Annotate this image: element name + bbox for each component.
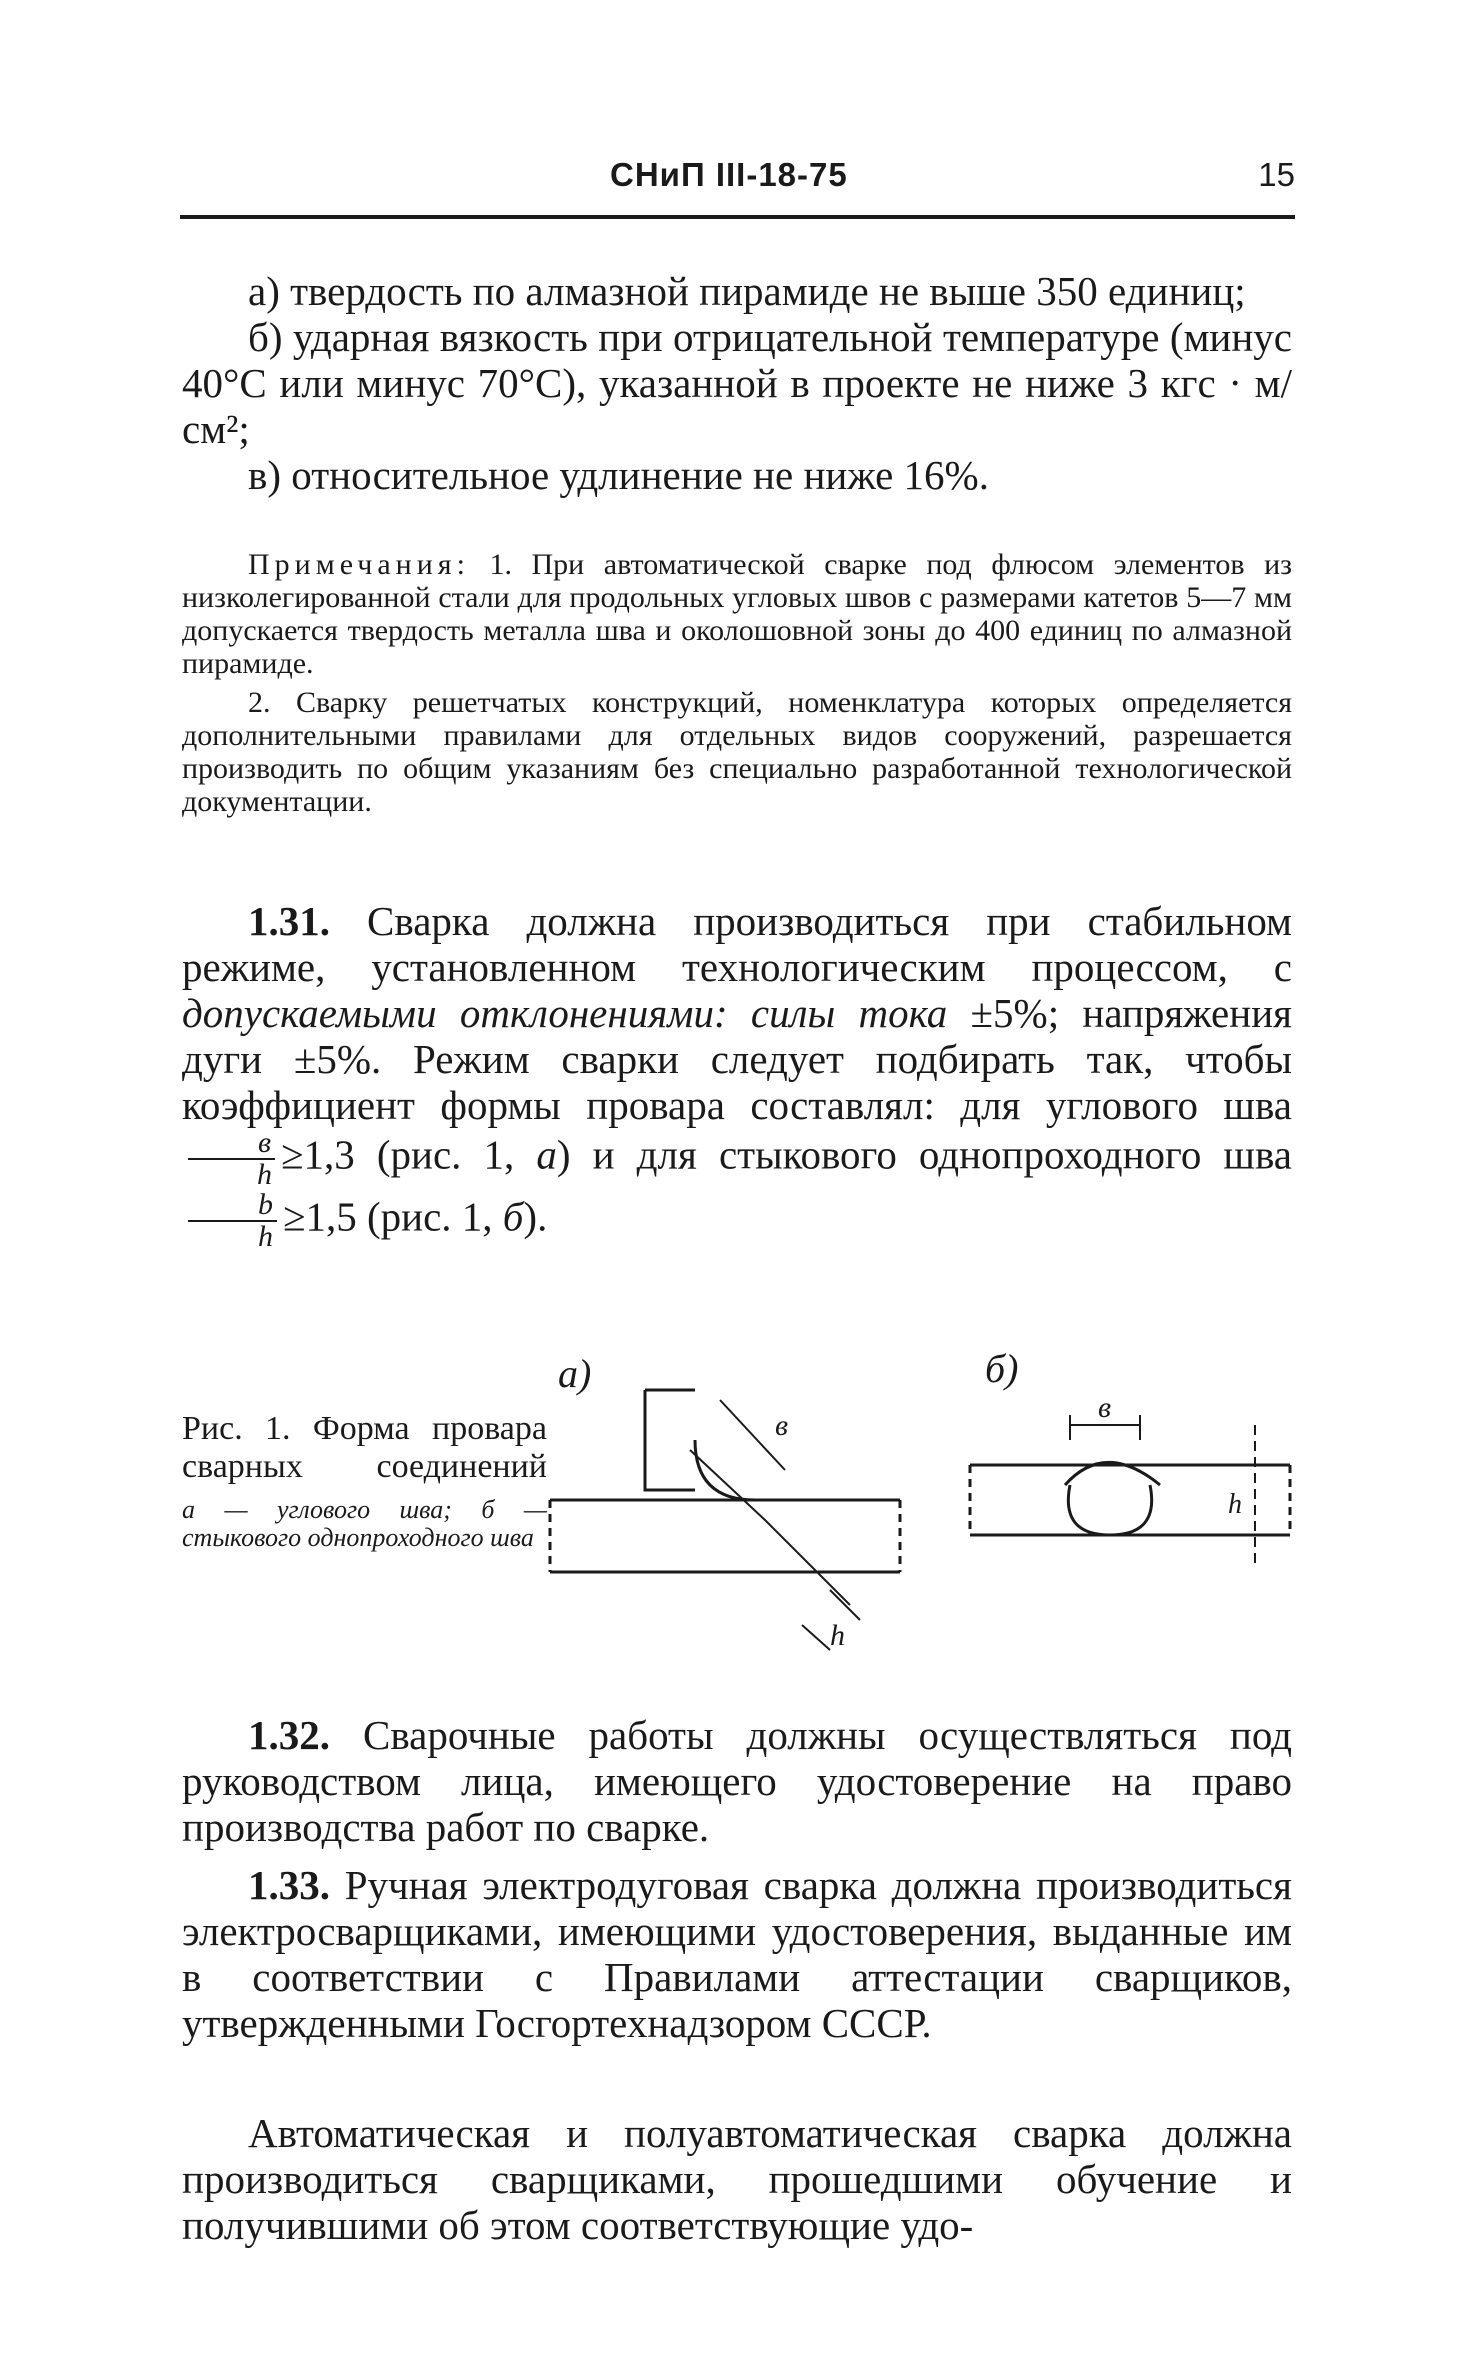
clause-text: ≥1,3 (рис. 1, xyxy=(281,1131,515,1178)
ratio-fraction-corner xyxy=(188,1128,275,1190)
clause-text: Сварка должна производиться при стабильном режиме, установленном технологическим процессом, с xyxy=(182,898,1293,990)
caption-legend: а — углового шва; б — стыкового однопроходного шва xyxy=(182,1495,547,1552)
fraction-numerator: b xyxy=(188,1190,277,1222)
auto-welding-paragraph xyxy=(182,2110,1292,2248)
list-item-v: в) относительное удлинение не ниже 16%. xyxy=(248,452,989,498)
clause-1-33-paragraph xyxy=(182,1862,1292,2046)
dim-b-side: h xyxy=(1228,1489,1242,1520)
clause-text: Ручная электродуговая сварка должна производиться электросварщиками, имеющими удостоверения, выданные им в соответствии с Правилами аттестации сварщиков, утвержденными Госгортехнадзором СССР. xyxy=(182,1862,1292,2046)
clause-text-italic: допускаемыми отклонениями: силы тока xyxy=(182,990,948,1036)
running-title: СНиП III-18-75 xyxy=(610,156,848,193)
paragraph-text: Автоматическая и полуавтоматическая сварка должна производиться сварщиками, прошедшими обучение и получившими об этом соответствующие удо- xyxy=(182,2110,1292,2248)
clause-1-31-paragraph xyxy=(182,898,1292,1252)
fillet-weld-diagram xyxy=(540,1380,940,1680)
figure-caption xyxy=(182,1410,547,1552)
header-rule xyxy=(180,215,1295,219)
figure-ref-b: б xyxy=(502,1193,524,1240)
ratio-fraction-butt xyxy=(188,1190,277,1252)
note-1 xyxy=(182,548,1292,680)
clause-text: Сварочные работы должны осуществляться под руководством лица, имеющего удостоверение на право производства работ по сварке. xyxy=(182,1712,1293,1850)
fraction-denominator: h xyxy=(258,1220,273,1253)
page-header xyxy=(180,150,1295,200)
fraction-denominator: h xyxy=(257,1158,273,1191)
weld-root xyxy=(1068,1485,1151,1535)
clause-1-32 xyxy=(182,1712,1292,1850)
clause-1-33 xyxy=(182,1862,1292,2046)
note-1-text: 1. При автоматической сварке под флюсом элементов из низколегированной стали для продольных угловых швов с размерами катетов 5—7 мм допускается твердость металла шва и околошовной зоны до 400 единиц по алмазной пирамиде. xyxy=(182,548,1292,680)
clause-number: 1.31. xyxy=(248,898,330,944)
caption-title: Рис. 1. Форма провара сварных соединений xyxy=(182,1410,547,1485)
figure-label-b: б) xyxy=(985,1346,1019,1391)
plates xyxy=(970,1465,1290,1535)
clause-1-32-paragraph xyxy=(182,1712,1292,1850)
dim-a-bottom: h xyxy=(830,1619,845,1652)
note-2: 2. Сварку решетчатых конструкций, номенклатура которых определяется дополнительными правилами для отдельных видов сооружений, разрешается производить по общим указаниям без специально разработанной технологической документации. xyxy=(182,686,1292,818)
dim-a-top: в xyxy=(775,1409,789,1442)
clause-text: ). xyxy=(523,1193,548,1240)
horizontal-plate xyxy=(550,1500,900,1572)
clause-text: ) и для стыкового однопроходного шва xyxy=(556,1131,1293,1178)
clause-1-31 xyxy=(182,898,1292,1252)
page-number: 15 xyxy=(1258,156,1295,193)
dim-b-top: в xyxy=(1098,1391,1112,1424)
butt-weld-diagram xyxy=(960,1385,1310,1645)
clause-text: ≥1,5 (рис. 1, xyxy=(283,1193,493,1240)
clause-number: 1.33. xyxy=(248,1862,330,1908)
fraction-numerator: в xyxy=(188,1128,275,1160)
list-item-a: а) твердость по алмазной пирамиде не выше 350 единиц; xyxy=(248,268,1246,314)
notes-block xyxy=(182,548,1292,818)
notes-label: Примечания: xyxy=(248,548,470,581)
clause-text: ±5%; напряжения дуги ±5%. Режим сварки следует подбирать так, чтобы коэффициент формы провара составлял: для углового шва xyxy=(182,990,1292,1128)
figure-ref-a: а xyxy=(536,1131,557,1178)
requirements-list xyxy=(182,268,1292,498)
weld-bead xyxy=(695,1440,755,1500)
clause-number: 1.32. xyxy=(248,1712,330,1758)
figure-label-a: а) xyxy=(558,1351,592,1396)
list-item-b: б) ударная вязкость при отрицательной температуре (минус 40°С или минус 70°С), указанной в проекте не ниже 3 кгс · м/см²; xyxy=(182,314,1292,452)
vertical-plate xyxy=(645,1390,695,1490)
